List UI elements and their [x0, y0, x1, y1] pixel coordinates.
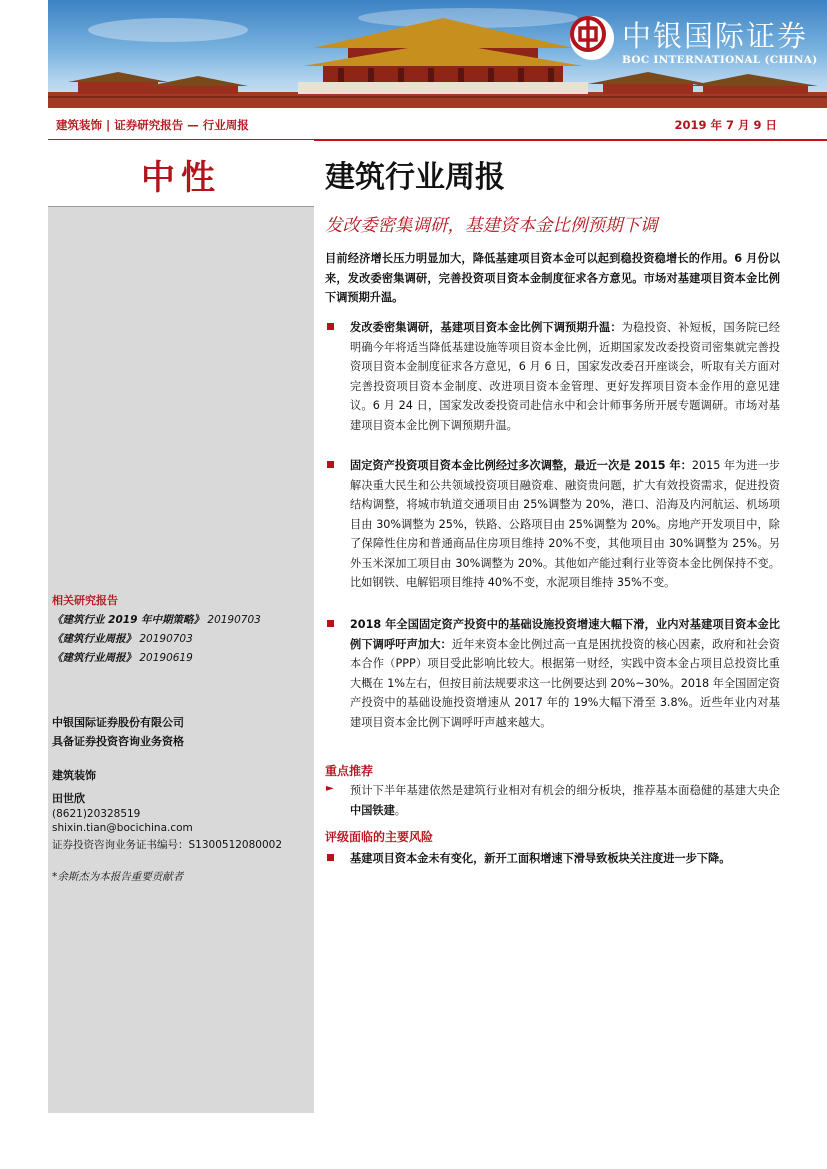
company-qualification: 具备证券投资咨询业务资格 — [52, 735, 184, 748]
bullet-item: 2018 年全国固定资产投资中的基础设施投资增速大幅下滑，业内对基建项目资本金比例下调呼吁声加大：近年来资本金比例过高一直是困扰投资的核心因素，政府和社会资本合作（PPP）项目受此影响比较大。根据第一财经，实践中资本金占项目总投资比重大概在 1%左右，但按目前法规要求这一比例要达到 20%~30%。2018 年全国固定资产投资中的基础设施投资增速从 2017 年的 19%大幅下滑至 3.8%。近些年业内对基建项目资本金比例下调呼吁声越来越大。 — [325, 615, 780, 732]
sector-name: 建筑装饰 — [52, 769, 96, 782]
bullet-square-icon — [327, 854, 334, 861]
rating-label: 中性 — [141, 158, 221, 198]
report-date: 2019 年 7 月 9 日 — [674, 118, 777, 132]
intro-summary: 目前经济增长压力明显加大，降低基建项目资本金可以起到稳投资稳增长的作用。6 月份以来，发改委密集调研，完善投资项目资本金制度征求各方意见。市场对基建项目资本金比例下调预期升温。 — [325, 252, 780, 304]
recommend-item: ► 预计下半年基建依然是建筑行业相对有机会的细分板块，推荐基本面稳健的基建大央企中国铁建。 — [326, 783, 780, 817]
bullet-square-icon — [327, 323, 334, 330]
related-report-item[interactable]: 《建筑行业周报》 20190703 — [52, 633, 193, 645]
boc-logo-icon — [570, 16, 614, 60]
related-reports-title: 相关研究报告 — [52, 594, 118, 607]
related-report-item[interactable]: 《建筑行业周报》 20190619 — [52, 652, 193, 664]
bullet-arrow-icon: ► — [326, 783, 334, 794]
analyst-phone: (8621)20328519 — [52, 808, 141, 820]
brand-logo — [570, 14, 820, 74]
header-banner — [48, 0, 827, 108]
contributor-note: *余斯杰为本报告重要贡献者 — [52, 871, 184, 883]
recommend-title: 重点推荐 — [325, 764, 374, 778]
bullet-square-icon — [327, 620, 334, 627]
risk-item: 基建项目资本金未有变化，新开工面积增速下滑导致板块关注度进一步下降。 — [325, 849, 780, 869]
report-header-bar — [48, 108, 827, 140]
related-report-item[interactable]: 《建筑行业 2019 年中期策略》 20190703 — [52, 614, 261, 626]
analyst-email[interactable]: shixin.tian@bocichina.com — [52, 822, 193, 834]
bullet-square-icon — [327, 461, 334, 468]
brand-name-en: BOC INTERNATIONAL (CHINA) — [622, 54, 818, 66]
rating-box — [48, 140, 314, 207]
bullet-item: 固定资产投资项目资本金比例经过多次调整，最近一次是 2015 年：2015 年为进一步解决重大民生和公共领域投资项目融资难、融资贵问题，扩大有效投资需求，促进投资结构调整，将城市轨道交通项目由 25%调整为 20%，港口、沿海及内河航运、机场项目由 30%调整为 25%，铁路、公路项目由 25%调整为 20%。房地产开发项目中，除了保障性住房和普通商品住房项目维持 20%不变，其他项目由 30%调整为 25%。另外玉米深加工项目由 30%调整为 20%。其他如产能过剩行业等资本金比例保持不变。比如钢铁、电解铝项目维持 40%不变，水泥项目维持 35%不变。 — [325, 456, 780, 593]
bullet-item: 发改委密集调研，基建项目资本金比例下调预期升温：为稳投资、补短板，国务院已经明确今年将适当降低基建设施等项目资本金比例，近期国家发改委投资司密集就完善投资项目资本金制度征求各方意见，6 月 6 日，国家发改委召开座谈会，听取有关方面对完善投资项目资本金制度、改进项目资本金管理、更好发挥项目资本金作用的意见建议。6 月 24 日，国家发改委投资司赴信永中和会计师事务所开展专题调研。市场对基建项目资本金比例下调预期升温。 — [325, 318, 780, 435]
analyst-name: 田世欣 — [52, 792, 85, 805]
analyst-certificate: 证券投资咨询业务证书编号：S1300512080002 — [52, 839, 283, 851]
company-name: 中银国际证券股份有限公司 — [52, 716, 184, 729]
risk-title: 评级面临的主要风险 — [325, 830, 434, 844]
report-category: 建筑装饰 | 证券研究报告 — 行业周报 — [56, 118, 249, 132]
report-title: 建筑行业周报 — [325, 160, 505, 195]
brand-name-cn: 中银国际证券 — [622, 19, 809, 53]
report-subtitle: 发改委密集调研，基建资本金比例预期下调 — [325, 216, 658, 236]
